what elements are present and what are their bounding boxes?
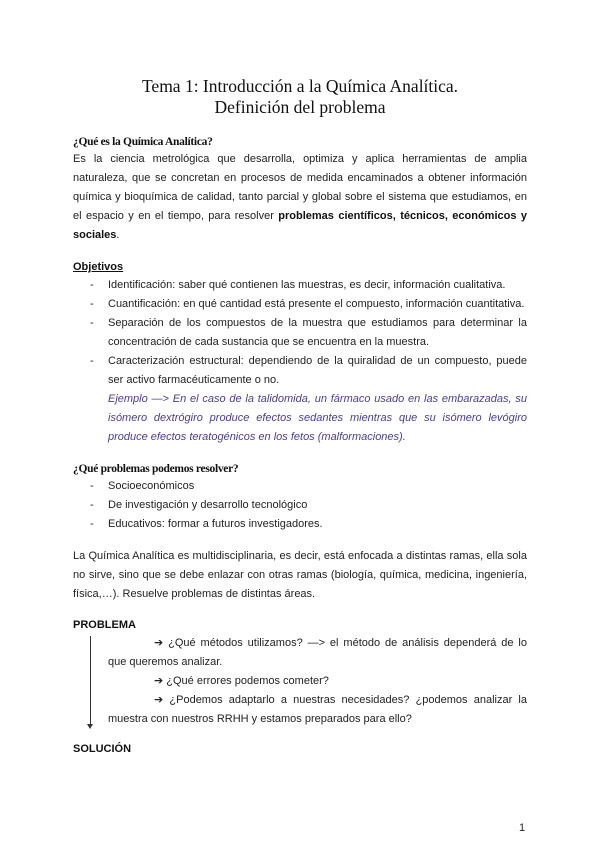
list-item: - Cuantificación: en qué cantidad está presente el compuesto, información cuantitativa. <box>73 295 527 314</box>
problemas-heading: ¿Qué problemas podemos resolver? <box>73 463 239 475</box>
problema-heading: PROBLEMA <box>73 619 136 631</box>
arrow-down-icon <box>87 724 93 729</box>
problemas-list <box>73 477 527 534</box>
list-item: - Socioeconómicos <box>73 477 527 496</box>
objetivos-heading: Objetivos <box>73 261 124 273</box>
list-item: - Separación de los compuestos de la muestra que estudiamos para determinar la concentración de cada sustancia que se encuentra en la muestra. <box>73 314 527 352</box>
section-heading-que-es: ¿Qué es la Química Analítica? <box>73 136 213 148</box>
question-item: ➔ ¿Qué errores podemos cometer? <box>154 675 329 687</box>
multidisciplinary-paragraph: La Química Analítica es multidisciplinaria, es decir, está enfocada a distintas ramas, ella sola no sirve, sino que se debe enlazar con otras ramas (biología, química, medicina, ingeniería, física,…). Resuelve problemas de distintas áreas. <box>73 550 527 600</box>
problema-flow <box>73 634 527 729</box>
problema-questions <box>108 634 527 729</box>
example-note: Ejemplo —> En el caso de la talidomida, un fármaco usado en las embarazadas, su isómero dextrógiro produce efectos sedantes mientras que su isómero levógiro produce efectos teratogénicos en los fetos (malformaciones). <box>108 393 527 443</box>
document-title-line1: Tema 1: Introducción a la Química Analítica. <box>141 76 459 96</box>
list-item: - Caracterización estructural: dependiendo de la quiralidad de un compuesto, puede ser activo farmacéuticamente o no. <box>73 352 527 390</box>
page-number: 1 <box>519 822 526 834</box>
definition-paragraph <box>73 150 527 245</box>
document-title-line2: Definición del problema <box>214 97 386 117</box>
list-item: - Identificación: saber qué contienen las muestras, es decir, información cualitativa. <box>73 276 527 295</box>
definition-text: Es la ciencia metrológica que desarrolla, optimiza y aplica herramientas de amplia naturaleza, que se concretan en procesos de medida encaminados a obtener información química y bioquímica de calidad, tanto parcial y global sobre el sistema que estudiamos, en el espacio y en el tiempo, para resolver <box>73 153 527 222</box>
list-item: - De investigación y desarrollo tecnológico <box>73 496 527 515</box>
list-item: - Educativos: formar a futuros investigadores. <box>73 515 527 534</box>
question-item: ➔ ¿Qué métodos utilizamos? —> el método de análisis dependerá de lo que queremos analizar. <box>108 637 527 668</box>
flow-arrow-line <box>90 636 91 725</box>
definition-bold: problemas científicos, técnicos, económicos y sociales <box>73 210 527 241</box>
definition-end: . <box>116 229 120 241</box>
solucion-heading: SOLUCIÓN <box>73 743 132 755</box>
objetivos-list <box>73 276 527 390</box>
question-item: ➔ ¿Podemos adaptarlo a nuestras necesidades? ¿podemos analizar la muestra con nuestros RRHH y estamos preparados para ello? <box>108 694 527 725</box>
